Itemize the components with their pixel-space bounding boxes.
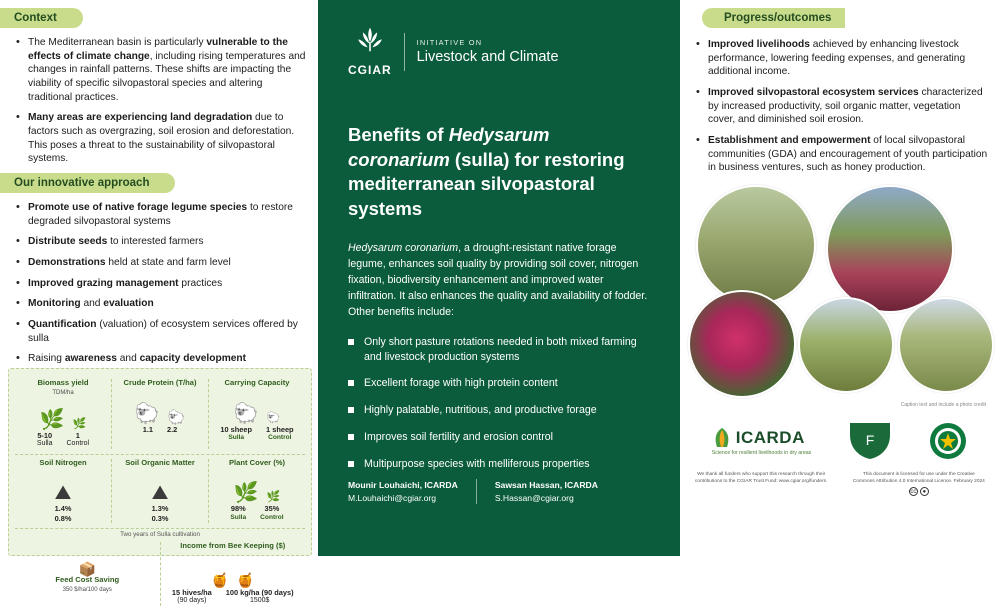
protein-v1: 1.1 <box>142 424 153 434</box>
author-email[interactable]: M.Louhaichi@cgiar.org <box>348 492 437 503</box>
sheep-icon-group <box>115 390 205 424</box>
organic-title: Soil Organic Matter <box>125 457 195 467</box>
progress-item: • Improved silvopastoral ecosystem services characterized by increased productivity, soil organic matter, vegetation cover, and diminished soil erosion. <box>696 86 988 127</box>
progress-item: • Establishment and empowerment of local silvopastoral communities (GDA) and encouragement of youth participation in business ventures, such as honey production. <box>696 134 988 175</box>
single-sheep-icon: 🐑 <box>266 411 281 424</box>
cover-sulla-label: Sulla <box>230 513 247 521</box>
capacity-cell <box>208 379 305 449</box>
bee-hives-sub: (90 days) <box>177 596 207 604</box>
feed-cost-cell <box>15 542 160 606</box>
bee-icon-group <box>164 553 303 587</box>
context-tab: Context <box>0 8 83 28</box>
cover-sulla <box>230 504 246 522</box>
context-item: • Many areas are experiencing land degradation due to factors such as overgrazing, soil erosion and deforestation. This poses a threat to the sustainability of silvopastoral systems. <box>16 111 306 166</box>
nitrogen-v1: 1.4% <box>54 504 72 514</box>
right-column <box>680 0 1000 556</box>
bee-title: Income from Bee Keeping ($) <box>180 540 286 550</box>
context-list <box>16 36 306 166</box>
protein-title: Crude Protein (T/ha) <box>123 378 197 387</box>
brand-bar <box>348 26 650 77</box>
capacity-sulla <box>220 425 252 443</box>
cc-circle-icon: cc <box>910 489 917 496</box>
cover-icon-group <box>212 469 302 503</box>
grass-tall-icon: 🌿 <box>39 408 65 431</box>
infographic-row-2 <box>15 455 305 529</box>
benefit-item: Only short pasture rotations needed in both mixed farming and livestock production systems <box>348 335 650 365</box>
cover-title: Plant Cover (%) <box>228 457 286 467</box>
cc-by-icon: ● <box>920 487 929 496</box>
nitrogen-title: Soil Nitrogen <box>39 457 87 467</box>
honey-jar-icon: 🍯 <box>236 571 255 588</box>
soil-pile-icon: ⛰ <box>151 482 169 505</box>
photo-field-walk <box>798 297 894 393</box>
protein-value-2 <box>167 425 177 434</box>
initiative-label: INITIATIVE ON <box>416 38 483 47</box>
partner-emblem-icon <box>928 421 968 461</box>
nitrogen-values <box>55 504 72 523</box>
approach-item: • Demonstrations held at state and farm level <box>16 256 306 270</box>
authors-block <box>348 479 650 504</box>
author-1 <box>348 479 476 504</box>
program-label: Livestock and Climate <box>416 49 559 65</box>
grass-icon-group <box>18 396 108 430</box>
approach-item: • Monitoring and evaluation <box>16 297 306 311</box>
capacity-control <box>266 425 294 443</box>
biomass-sulla <box>37 431 53 449</box>
author-2 <box>476 479 616 504</box>
flock-icon-group <box>212 390 302 424</box>
sheep-icon-small: 🐑 <box>167 408 186 425</box>
organic-cell <box>111 459 208 523</box>
biomass-sulla-value: 5-10 <box>37 430 53 440</box>
nitrogen-v2: 0.8% <box>54 513 72 523</box>
icarda-wordmark: ICARDA <box>735 427 805 447</box>
cgiar-wordmark: CGIAR <box>348 63 392 77</box>
feed-bag-icon: 📦 <box>78 560 96 577</box>
soil-mound-icon: ⛰ <box>54 482 72 505</box>
biomass-sub: TDM/ha <box>52 389 74 396</box>
grass-short-icon: 🌿 <box>72 417 87 430</box>
cover-control-value: 35% <box>264 504 280 514</box>
progress-item: • Improved livelihoods achieved by enhancing livestock performance, lowering feeding expenses, and generating additional income. <box>696 38 988 79</box>
biomass-cell <box>15 379 111 449</box>
feed-title: Feed Cost Saving <box>55 574 120 584</box>
icarda-logo <box>712 427 811 456</box>
photo-sheep-grazing <box>696 185 816 305</box>
feed-icon-group <box>18 542 157 576</box>
approach-item: • Promote use of native forage legume species to restore degraded silvopastoral systems <box>16 201 306 228</box>
left-column <box>0 0 318 604</box>
photo-caption: Caption text and include a photo credit <box>900 402 986 409</box>
benefit-item: Highly palatable, nutritious, and productive forage <box>348 403 650 418</box>
capacity-sulla-value: 10 sheep <box>220 424 253 434</box>
biomass-sulla-label: Sulla <box>36 439 53 447</box>
protein-v2: 2.2 <box>167 424 178 434</box>
photo-flowering-field <box>826 185 954 313</box>
page-title: Benefits of Hedysarum coronarium (sulla) for restoring mediterranean silvopastoral systems <box>348 124 625 219</box>
center-column <box>318 0 680 556</box>
brand-divider <box>404 33 405 71</box>
organic-values <box>152 504 169 523</box>
photo-collage <box>686 185 992 400</box>
flock-icon: 🐑 <box>233 402 259 425</box>
cover-control-label: Control <box>260 513 284 521</box>
cover-cell <box>208 459 305 523</box>
protein-cell <box>111 379 208 449</box>
bee-honey-sub: 1500$ <box>249 596 270 604</box>
icarda-leaf-icon <box>712 427 732 449</box>
capacity-title: Carrying Capacity <box>224 378 290 387</box>
approach-item: • Improved grazing management practices <box>16 277 306 291</box>
soil-icon-group <box>18 469 108 503</box>
svg-text:F: F <box>865 432 875 449</box>
organic-v1: 1.3% <box>151 504 169 514</box>
cover-sulla-value: 98% <box>230 504 246 514</box>
capacity-sulla-label: Sulla <box>228 433 245 441</box>
biomass-title: Biomass yield <box>37 378 89 387</box>
lead-paragraph: Hedysarum coronarium, a drought-resistant native forage legume, enhances soil quality by providing soil cover, nitrogen fixation, biodiversity enhancement and improved water infiltration. It also enhances the quality and availability of fodder. Other benefits include: <box>348 242 648 318</box>
benefit-item: Improves soil fertility and erosion control <box>348 430 650 445</box>
benefit-item: Excellent forage with high protein content <box>348 376 650 391</box>
progress-list <box>696 38 988 175</box>
benefit-item: Multipurpose species with melliferous properties <box>348 457 650 472</box>
bee-honey <box>226 588 294 606</box>
cgiar-logo <box>348 26 392 77</box>
bee-income-cell <box>160 542 306 606</box>
capacity-control-label: Control <box>268 433 292 441</box>
partner-shield-icon <box>847 421 893 461</box>
bee-honey-value: 100 kg/ha (90 days) <box>225 587 294 597</box>
context-item: • The Mediterranean basin is particularly vulnerable to the effects of climate change, including rising temperatures and changes in rainfall patterns. These shifts are impacting the viability of specific silvopastoral species and altering traditional practices. <box>16 36 306 104</box>
capacity-control-value: 1 sheep <box>266 424 294 434</box>
organic-icon-group <box>115 469 205 503</box>
author-name: Sawsan Hassan, ICARDA <box>494 480 598 491</box>
biomass-control-value: 1 <box>75 430 80 440</box>
license-note: This document is licensed for use under the Creative Commons Attribution 4.0 International Licence. February 2024 <box>852 472 985 484</box>
approach-item: • Distribute seeds to interested farmers <box>16 235 306 249</box>
approach-item: • Quantification (valuation) of ecosystem services offered by sulla <box>16 318 306 345</box>
cultivation-note: Two years of Sulla cultivation <box>120 530 200 538</box>
infographic-row-3 <box>15 538 305 611</box>
plant-cover-icon: 🌿 <box>233 482 259 505</box>
cover-control <box>260 504 283 522</box>
benefits-list <box>348 335 650 472</box>
protein-value-1 <box>143 425 153 434</box>
photo-hillside <box>898 297 994 393</box>
infographic-panel <box>8 368 312 604</box>
photo-sulla-flower <box>688 290 796 398</box>
license-block <box>852 472 986 497</box>
organic-v2: 0.3% <box>151 513 169 523</box>
approach-list <box>16 201 306 366</box>
sheep-icon: 🐑 <box>134 402 160 425</box>
biomass-control <box>67 431 90 449</box>
footer-notes <box>694 472 986 497</box>
approach-item: • Raising awareness and capacity development <box>16 352 306 366</box>
beehive-icon: 🍯 <box>211 571 229 588</box>
feed-value: 350 $/ha/100 days <box>62 586 112 593</box>
logo-row <box>694 418 986 464</box>
bee-hives <box>172 588 212 606</box>
author-name: Mounir Louhaichi, ICARDA <box>348 480 458 491</box>
icarda-tagline: Science for resilient livelihoods in dry areas <box>711 449 812 456</box>
funder-note: We thank all funders who support this research through their contributions to the CGIAR Trust Fund: www.cgiar.org/funders. <box>694 472 828 484</box>
nitrogen-cell <box>15 459 111 523</box>
approach-tab: Our innovative approach <box>0 173 175 193</box>
brand-text <box>417 38 559 65</box>
author-email[interactable]: S.Hassan@cgiar.org <box>494 492 574 503</box>
cgiar-wheat-icon <box>351 26 389 56</box>
progress-tab: Progress/outcomes <box>702 8 845 28</box>
bee-hives-value: 15 hives/ha <box>171 587 212 597</box>
infographic-row-1 <box>15 375 305 455</box>
biomass-control-label: Control <box>66 439 90 447</box>
plant-cover-sparse-icon: 🌿 <box>266 491 281 504</box>
creative-commons-icon <box>888 487 950 496</box>
